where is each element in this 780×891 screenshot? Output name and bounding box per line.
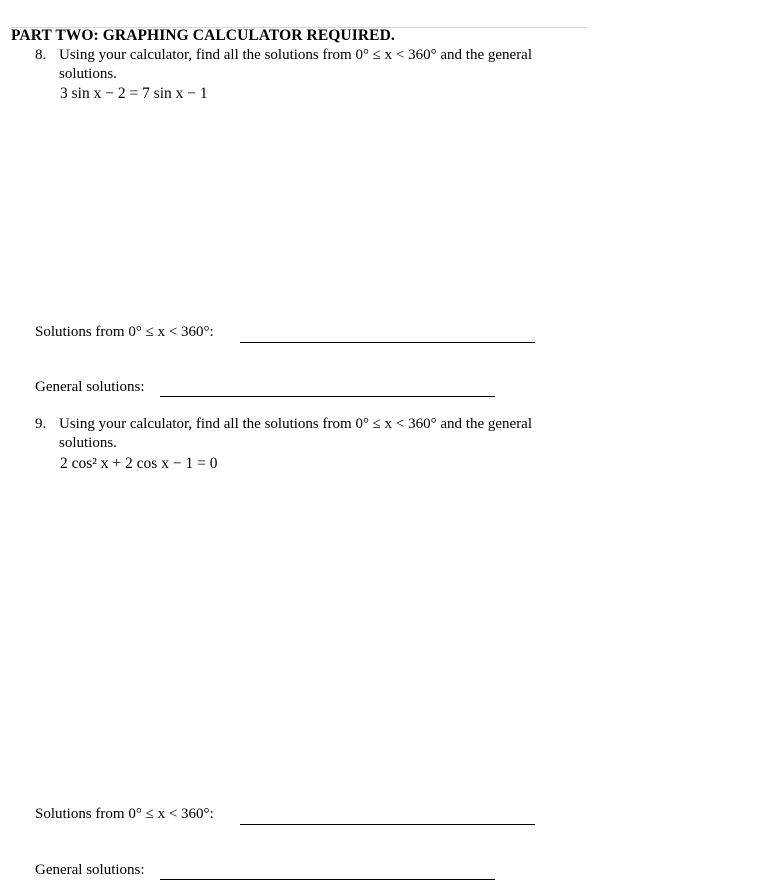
question-9-prompt: [59, 416, 532, 433]
question-9-solutions-answer-line[interactable]: [240, 824, 535, 825]
question-8-solutions-range: 0° ≤ x < 360°:: [128, 324, 214, 340]
question-8-number: 8.: [35, 47, 47, 63]
question-8-prompt-text: Using your calculator, find all the solutions from: [59, 47, 352, 63]
question-8-prompt: [59, 47, 532, 64]
section-heading: PART TWO: GRAPHING CALCULATOR REQUIRED.: [11, 27, 395, 44]
question-8-range: 0° ≤ x < 360°: [355, 47, 437, 63]
question-9-range: 0° ≤ x < 360°: [355, 416, 437, 432]
question-8-general-label: General solutions:: [35, 379, 145, 395]
question-9-number: 9.: [35, 416, 47, 432]
question-8-solutions-answer-line[interactable]: [240, 342, 535, 343]
question-8-prompt-line2: solutions.: [59, 66, 117, 82]
question-8-equation: 3 sin x − 2 = 7 sin x − 1: [60, 85, 208, 102]
question-9-solutions-text: Solutions from: [35, 806, 125, 822]
question-8-solutions-label: [35, 324, 214, 341]
question-8-general-answer-line[interactable]: [160, 396, 495, 397]
question-9-general-answer-line[interactable]: [160, 879, 495, 880]
question-9-general-label: General solutions:: [35, 862, 145, 878]
question-9-solutions-label: [35, 806, 214, 823]
question-9-prompt-end: and the general: [440, 416, 533, 432]
question-9-prompt-text: Using your calculator, find all the solutions from: [59, 416, 352, 432]
question-9-prompt-line2: solutions.: [59, 435, 117, 451]
question-8-prompt-end: and the general: [440, 47, 533, 63]
question-9-equation: 2 cos² x + 2 cos x − 1 = 0: [60, 455, 218, 472]
question-8-solutions-text: Solutions from: [35, 324, 125, 340]
question-9-solutions-range: 0° ≤ x < 360°:: [128, 806, 214, 822]
